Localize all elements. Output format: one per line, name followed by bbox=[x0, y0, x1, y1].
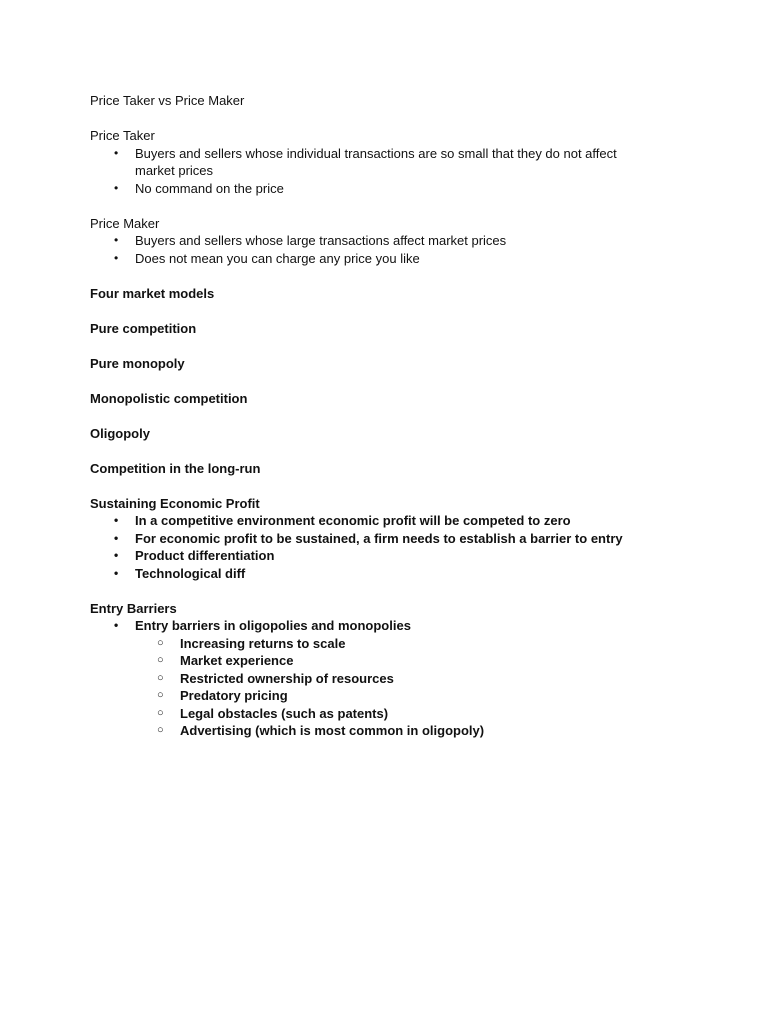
price-maker-heading: Price Maker bbox=[90, 215, 160, 231]
spacer bbox=[90, 477, 690, 495]
bullet-icon: • bbox=[114, 530, 119, 545]
spacer bbox=[90, 407, 690, 425]
circle-bullet-icon: ○ bbox=[157, 636, 164, 649]
pure-competition-heading: Pure competition bbox=[90, 320, 197, 336]
bullet-icon: • bbox=[114, 548, 119, 562]
sustaining-heading: Sustaining Economic Profit bbox=[90, 495, 260, 511]
list-item-text: Does not mean you can charge any price you like bbox=[135, 250, 420, 266]
sub-list-item-text: Legal obstacles (such as patents) bbox=[180, 705, 389, 721]
sub-list-item-text: Market experience bbox=[180, 653, 294, 668]
list-item bbox=[90, 145, 690, 180]
list-item bbox=[90, 565, 690, 583]
list-item-text: Buyers and sellers whose individual transactions are so small that they do not affect market prices bbox=[135, 145, 617, 178]
long-run-heading: Competition in the long-run bbox=[90, 460, 261, 476]
spacer bbox=[90, 267, 690, 285]
bullet-icon: • bbox=[114, 513, 119, 527]
four-models-heading: Four market models bbox=[90, 285, 215, 301]
circle-bullet-icon: ○ bbox=[157, 724, 164, 736]
document-title: Price Taker vs Price Maker bbox=[90, 93, 245, 108]
list-item-text: Technological diff bbox=[135, 565, 246, 581]
sub-list-item-text: Restricted ownership of resources bbox=[180, 670, 394, 686]
bullet-icon: • bbox=[114, 565, 119, 580]
spacer bbox=[90, 197, 690, 215]
sub-list-item-text: Advertising (which is most common in oligopoly) bbox=[180, 723, 485, 738]
circle-bullet-icon: ○ bbox=[157, 689, 164, 701]
list-item-text: Entry barriers in oligopolies and monopolies bbox=[135, 618, 411, 633]
spacer bbox=[90, 442, 690, 460]
list-item bbox=[90, 180, 690, 198]
spacer bbox=[90, 582, 690, 600]
list-item bbox=[90, 512, 690, 530]
circle-bullet-icon: ○ bbox=[157, 706, 164, 719]
pure-monopoly-heading: Pure monopoly bbox=[90, 355, 185, 371]
sub-list-item bbox=[135, 652, 690, 670]
entry-barriers-sublist bbox=[135, 635, 690, 740]
bullet-icon: • bbox=[114, 250, 119, 265]
list-item bbox=[90, 547, 690, 565]
list-item-text: In a competitive environment economic profit will be competed to zero bbox=[135, 513, 571, 528]
bullet-icon: • bbox=[114, 233, 119, 247]
sub-list-item-text: Predatory pricing bbox=[180, 688, 288, 703]
list-item bbox=[90, 617, 690, 740]
sub-list-item bbox=[135, 687, 690, 705]
price-taker-heading: Price Taker bbox=[90, 128, 155, 143]
spacer bbox=[90, 302, 690, 320]
list-item bbox=[90, 250, 690, 268]
list-item bbox=[90, 232, 690, 250]
sub-list-item bbox=[135, 635, 690, 653]
sub-list-item bbox=[135, 722, 690, 740]
price-maker-list bbox=[90, 232, 690, 267]
spacer bbox=[90, 372, 690, 390]
document-page bbox=[90, 92, 690, 740]
list-item-text: For economic profit to be sustained, a firm needs to establish a barrier to entry bbox=[135, 530, 623, 546]
circle-bullet-icon: ○ bbox=[157, 671, 164, 684]
list-item-text: Buyers and sellers whose large transactions affect market prices bbox=[135, 233, 507, 248]
list-item-text: Product differentiation bbox=[135, 548, 275, 563]
sub-list-item-text: Increasing returns to scale bbox=[180, 635, 346, 651]
price-taker-list bbox=[90, 145, 690, 198]
entry-barriers-list bbox=[90, 617, 690, 740]
monopolistic-heading: Monopolistic competition bbox=[90, 390, 248, 406]
spacer bbox=[90, 110, 690, 128]
sustaining-list bbox=[90, 512, 690, 582]
spacer bbox=[90, 337, 690, 355]
sub-list-item bbox=[135, 705, 690, 723]
oligopoly-heading: Oligopoly bbox=[90, 425, 150, 441]
circle-bullet-icon: ○ bbox=[157, 654, 164, 666]
bullet-icon: • bbox=[114, 618, 119, 632]
list-item bbox=[90, 530, 690, 548]
bullet-icon: • bbox=[114, 180, 119, 195]
list-item-text: No command on the price bbox=[135, 180, 284, 196]
sub-list-item bbox=[135, 670, 690, 688]
bullet-icon: • bbox=[114, 145, 119, 160]
entry-barriers-heading: Entry Barriers bbox=[90, 600, 177, 616]
